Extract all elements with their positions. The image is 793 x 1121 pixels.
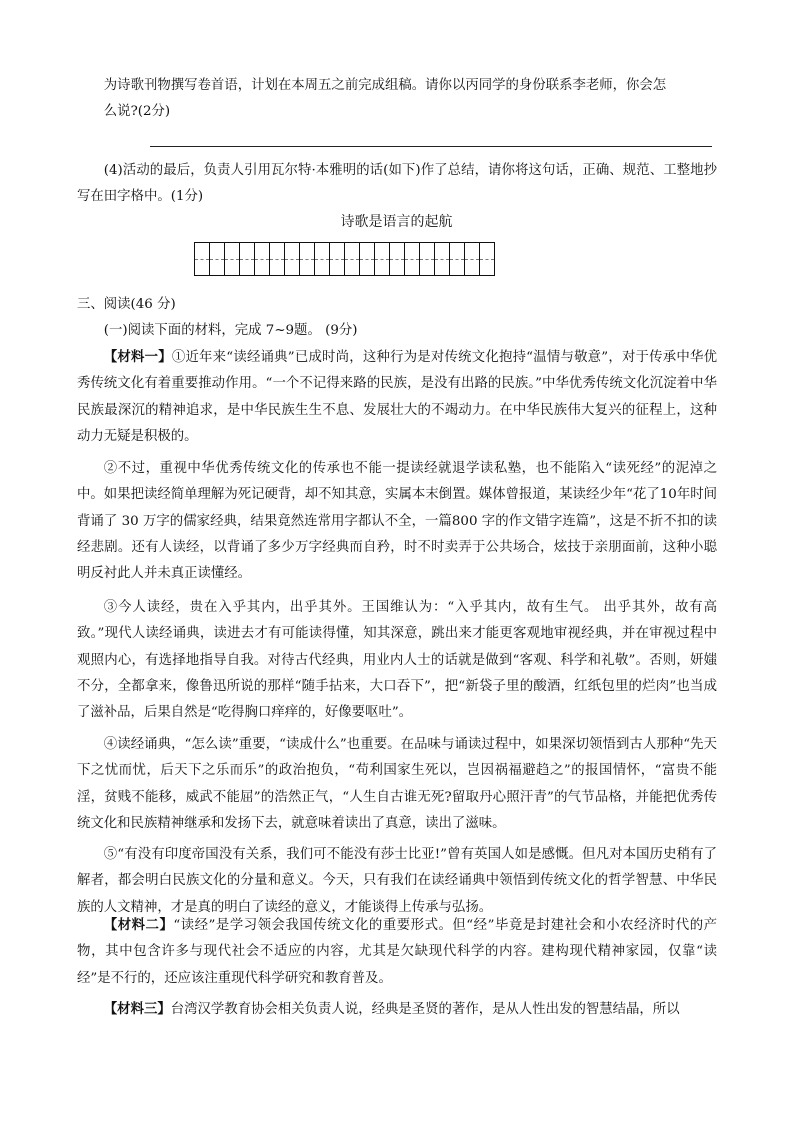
grid-cell[interactable] [269, 242, 285, 276]
grid-cell[interactable] [209, 242, 225, 276]
grid-cell[interactable] [224, 242, 240, 276]
q4-prompt: (4)活动的最后，负责人引用瓦尔特·本雅明的话(如下)作了总结，请你将这句话，正确、规范、工整地抄写在田字格中。(1分) [77, 163, 717, 205]
grid-cell[interactable] [389, 242, 405, 276]
material1-tag: 【材料一】 [103, 349, 172, 365]
grid-cell[interactable] [359, 242, 375, 276]
grid-cell[interactable] [374, 242, 390, 276]
material2 [77, 912, 717, 992]
grid-cell[interactable] [464, 242, 480, 276]
grid-cell[interactable] [239, 242, 255, 276]
q3-line1: 为诗歌刊物撰写卷首语，计划在本周五之前完成组稿。请你以丙同学的身份联系李老师，你会怎 [103, 78, 667, 93]
grid-cell[interactable] [314, 242, 330, 276]
material1-p2: ②不过，重视中华优秀传统文化的传承也不能一提读经就退学读私塾，也不能陷入“读死经”的泥淖之中。如果把读经简单理解为死记硬背，却不知其意，实属本末倒置。媒体曾报道，某读经少年“花了10年时间背诵了 30 万字的儒家经典，结果竟然连常用字都认不全，一篇800 字的作文错字连篇”，这是不折不扣的读经悲剧。还有人读经，以背诵了多少万字经典而自矜，时不时卖弄于公共场合，炫技于亲朋面前，这种小聪明反衬此人并未真正读懂经。 [77, 461, 717, 582]
grid-cell[interactable] [194, 242, 210, 276]
section3-subheading: (一)阅读下面的材料，完成 7~9题。 (9分) [103, 323, 358, 338]
grid-cell[interactable] [299, 242, 315, 276]
q3-prompt [77, 73, 717, 126]
material1-p1 [77, 344, 717, 450]
q3-line2: 么说?(2分) [103, 104, 171, 120]
answer-line[interactable] [150, 146, 712, 147]
material1-p4: ④读经诵典，“怎么读”重要，“读成什么”也重要。在品味与诵读过程中，如果深切领悟到古人那种“先天下之忧而忧，后天下之乐而乐”的政治抱负，“苟利国家生死以，岂因祸福避趋之”的报国情怀，“富贵不能淫，贫贱不能移，威武不能屈”的浩然正气，“人生自古谁无死?留取丹心照汗青”的气节品格，并能把优秀传统文化和民族精神继承和发扬下去，就意味着读出了真意，读出了滋味。 [77, 737, 717, 831]
grid-cell[interactable] [434, 242, 450, 276]
material1-p1-text: ①近年来“读经诵典”已成时尚，这种行为是对传统文化抱持“温情与敬意”，对于传承中华优秀传统文化有着重要推动作用。“一个不记得来路的民族，是没有出路的民族。”中华优秀传统文化沉淀着中华民族最深沉的精神追求，是中华民族生生不息、发展壮大的不竭动力。在中华民族伟大复兴的征程上，这种动力无疑是积极的。 [77, 350, 717, 444]
grid-cell[interactable] [344, 242, 360, 276]
material1-p5: ⑤“有没有印度帝国没有关系，我们可不能没有莎士比亚!”曾有英国人如是感慨。但凡对本国历史稍有了解者，都会明白民族文化的分量和意义。今天，只有我们在读经诵典中领悟到传统文化的哲学智慧、中华民族的人文精神，才是真的明白了读经的意义，才能谈得上传承与弘扬。 [77, 847, 717, 915]
quote-title: 诗歌是语言的起航 [340, 214, 453, 230]
material2-text: “读经”是学习领会我国传统文化的重要形式。但“经”毕竟是封建社会和小农经济时代的产物，其中包含许多与现代社会不适应的内容，尤其是欠缺现代科学的内容。建构现代精神家园，仅靠“读经”是不行的，还应该注重现代科学研究和教育普及。 [77, 918, 717, 986]
grid-cell[interactable] [479, 242, 495, 276]
material3 [77, 996, 717, 1023]
grid-cell[interactable] [404, 242, 420, 276]
grid-cell[interactable] [284, 242, 300, 276]
material2-tag: 【材料二】 [103, 917, 174, 933]
grid-cell[interactable] [254, 242, 270, 276]
grid-cell[interactable] [449, 242, 465, 276]
section3-heading: 三、阅读(46 分) [77, 297, 176, 312]
grid-cell[interactable] [419, 242, 435, 276]
tianzige-grid[interactable] [194, 242, 495, 276]
material1-p3: ③今人读经，贵在入乎其内，出乎其外。王国维认为：“入乎其内，故有生气。 出乎其外，故有高致。”现代人读经诵典，读进去才有可能读得懂，知其深意，跳出来才能更客观地审视经典，并在审视过程中观照内心，有选择地指导自我。对待古代经典，用业内人士的话就是做到“客观、科学和礼敬”。否则，妍媸不分，全都拿来，像鲁迅所说的那样“随手拈来，大口吞下”，把“新袋子里的酸酒，红纸包里的烂肉”也当成了滋补品，后果自然是“吃得胸口痒痒的，好像要呕吐”。 [77, 600, 717, 721]
grid-cell[interactable] [329, 242, 345, 276]
material3-tag: 【材料三】 [103, 1001, 171, 1017]
material3-text: 台湾汉学教育协会相关负责人说，经典是圣贤的著作，是从人性出发的智慧结晶，所以 [170, 1002, 680, 1017]
